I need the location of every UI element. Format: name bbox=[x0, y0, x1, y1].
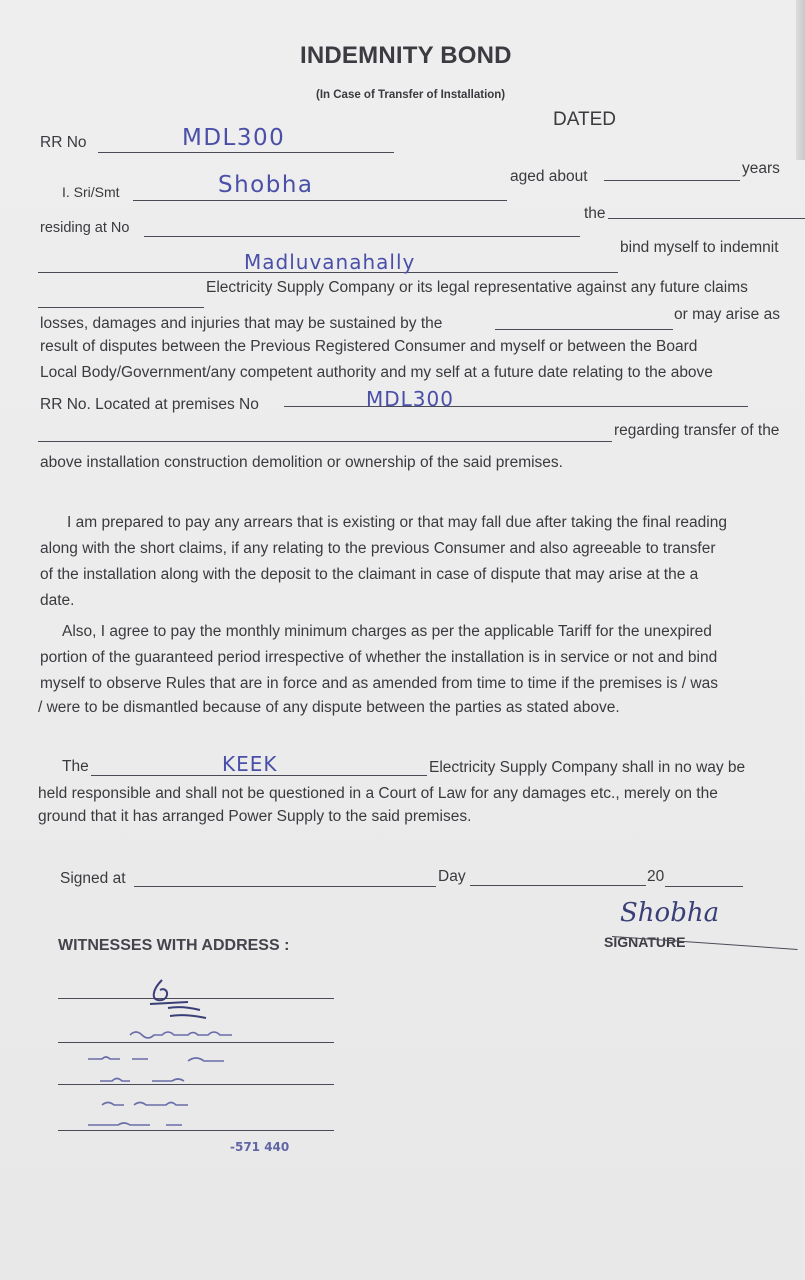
local-line: Local Body/Government/any competent authority and my self at a future date relating to the above bbox=[40, 364, 713, 381]
aged-rule bbox=[604, 180, 740, 181]
signature-value: Shobha bbox=[620, 898, 720, 928]
para4-the: The bbox=[62, 758, 89, 775]
day-label: Day bbox=[438, 868, 466, 885]
para2-line: I am prepared to pay any arrears that is existing or that may fall due after taking the final reading bbox=[67, 514, 727, 531]
signature-label: SIGNATURE bbox=[604, 934, 686, 950]
regarding-rule bbox=[38, 441, 612, 442]
doc-title: INDEMNITY BOND bbox=[300, 42, 512, 69]
losses-line-b: or may arise as bbox=[674, 306, 780, 323]
para3-line: myself to observe Rules that are in force and as amended from time to time if the premises is / was bbox=[40, 675, 718, 692]
losses-line-a: losses, damages and injuries that may be sustained by the bbox=[40, 315, 443, 332]
witness-signature-mark bbox=[140, 972, 220, 1022]
doc-subtitle: (In Case of Transfer of Installation) bbox=[316, 89, 506, 101]
above-text: above installation construction demolition or ownership of the said premises. bbox=[40, 454, 563, 471]
para3-line: Also, I agree to pay the monthly minimum charges as per the applicable Tariff for the unexpired bbox=[62, 623, 712, 640]
day-rule bbox=[470, 885, 646, 886]
losses-rule bbox=[495, 329, 673, 330]
para2-line: date. bbox=[40, 592, 75, 609]
year-label: 20 bbox=[647, 868, 665, 885]
name-rule bbox=[133, 200, 507, 201]
premises-value: MDL300 bbox=[366, 387, 454, 411]
signed-label: Signed at bbox=[60, 870, 126, 887]
para4-line2: held responsible and shall not be questioned in a Court of Law for any damages etc., merely on the bbox=[38, 785, 718, 802]
rr-value: MDL300 bbox=[182, 125, 286, 151]
company-rule bbox=[38, 307, 204, 308]
dated-label: DATED bbox=[553, 109, 616, 130]
place-value: Madluvanahally bbox=[244, 250, 416, 274]
name-label: I. Sri/Smt bbox=[62, 184, 120, 200]
para4-line3: ground that it has arranged Power Supply to the said premises. bbox=[38, 808, 472, 825]
rr-label: RR No bbox=[40, 134, 87, 151]
para2-line: along with the short claims, if any relating to the previous Consumer and also agreeable to transfer bbox=[40, 540, 716, 557]
witnesses-label: WITNESSES WITH ADDRESS : bbox=[58, 937, 290, 954]
year-rule bbox=[665, 886, 743, 887]
aged-label: aged about bbox=[510, 168, 588, 185]
para3-line: portion of the guaranteed period irrespective of whether the installation is in service or not and bind bbox=[40, 649, 718, 666]
para2-line: of the installation along with the deposit to the claimant in case of dispute that may arise at the a bbox=[40, 566, 699, 583]
residing-rule bbox=[144, 236, 580, 237]
rr-rule bbox=[98, 152, 394, 153]
years-label: years bbox=[742, 160, 780, 177]
the-rule bbox=[608, 218, 805, 219]
result-line: result of disputes between the Previous Registered Consumer and myself or between the Board bbox=[40, 338, 698, 355]
residing-label: residing at No bbox=[40, 220, 130, 236]
stamp-pin: -571 440 bbox=[230, 1140, 290, 1154]
page-edge bbox=[796, 0, 805, 160]
bind-text: bind myself to indemnit bbox=[620, 239, 779, 256]
premises-label: RR No. Located at premises No bbox=[40, 396, 259, 413]
company-line: Electricity Supply Company or its legal representative against any future claims bbox=[206, 279, 748, 296]
name-value: Shobha bbox=[218, 172, 314, 198]
para4-company-value: KEEK bbox=[222, 752, 278, 776]
para4-line1-rest: Electricity Supply Company shall in no way be bbox=[429, 759, 746, 776]
regarding-text: regarding transfer of the bbox=[614, 422, 780, 439]
premises-rule bbox=[284, 406, 748, 407]
the-label: the bbox=[584, 205, 606, 222]
para3-line: / were to be dismantled because of any dispute between the parties as stated above. bbox=[38, 699, 620, 716]
signed-rule bbox=[134, 886, 436, 887]
